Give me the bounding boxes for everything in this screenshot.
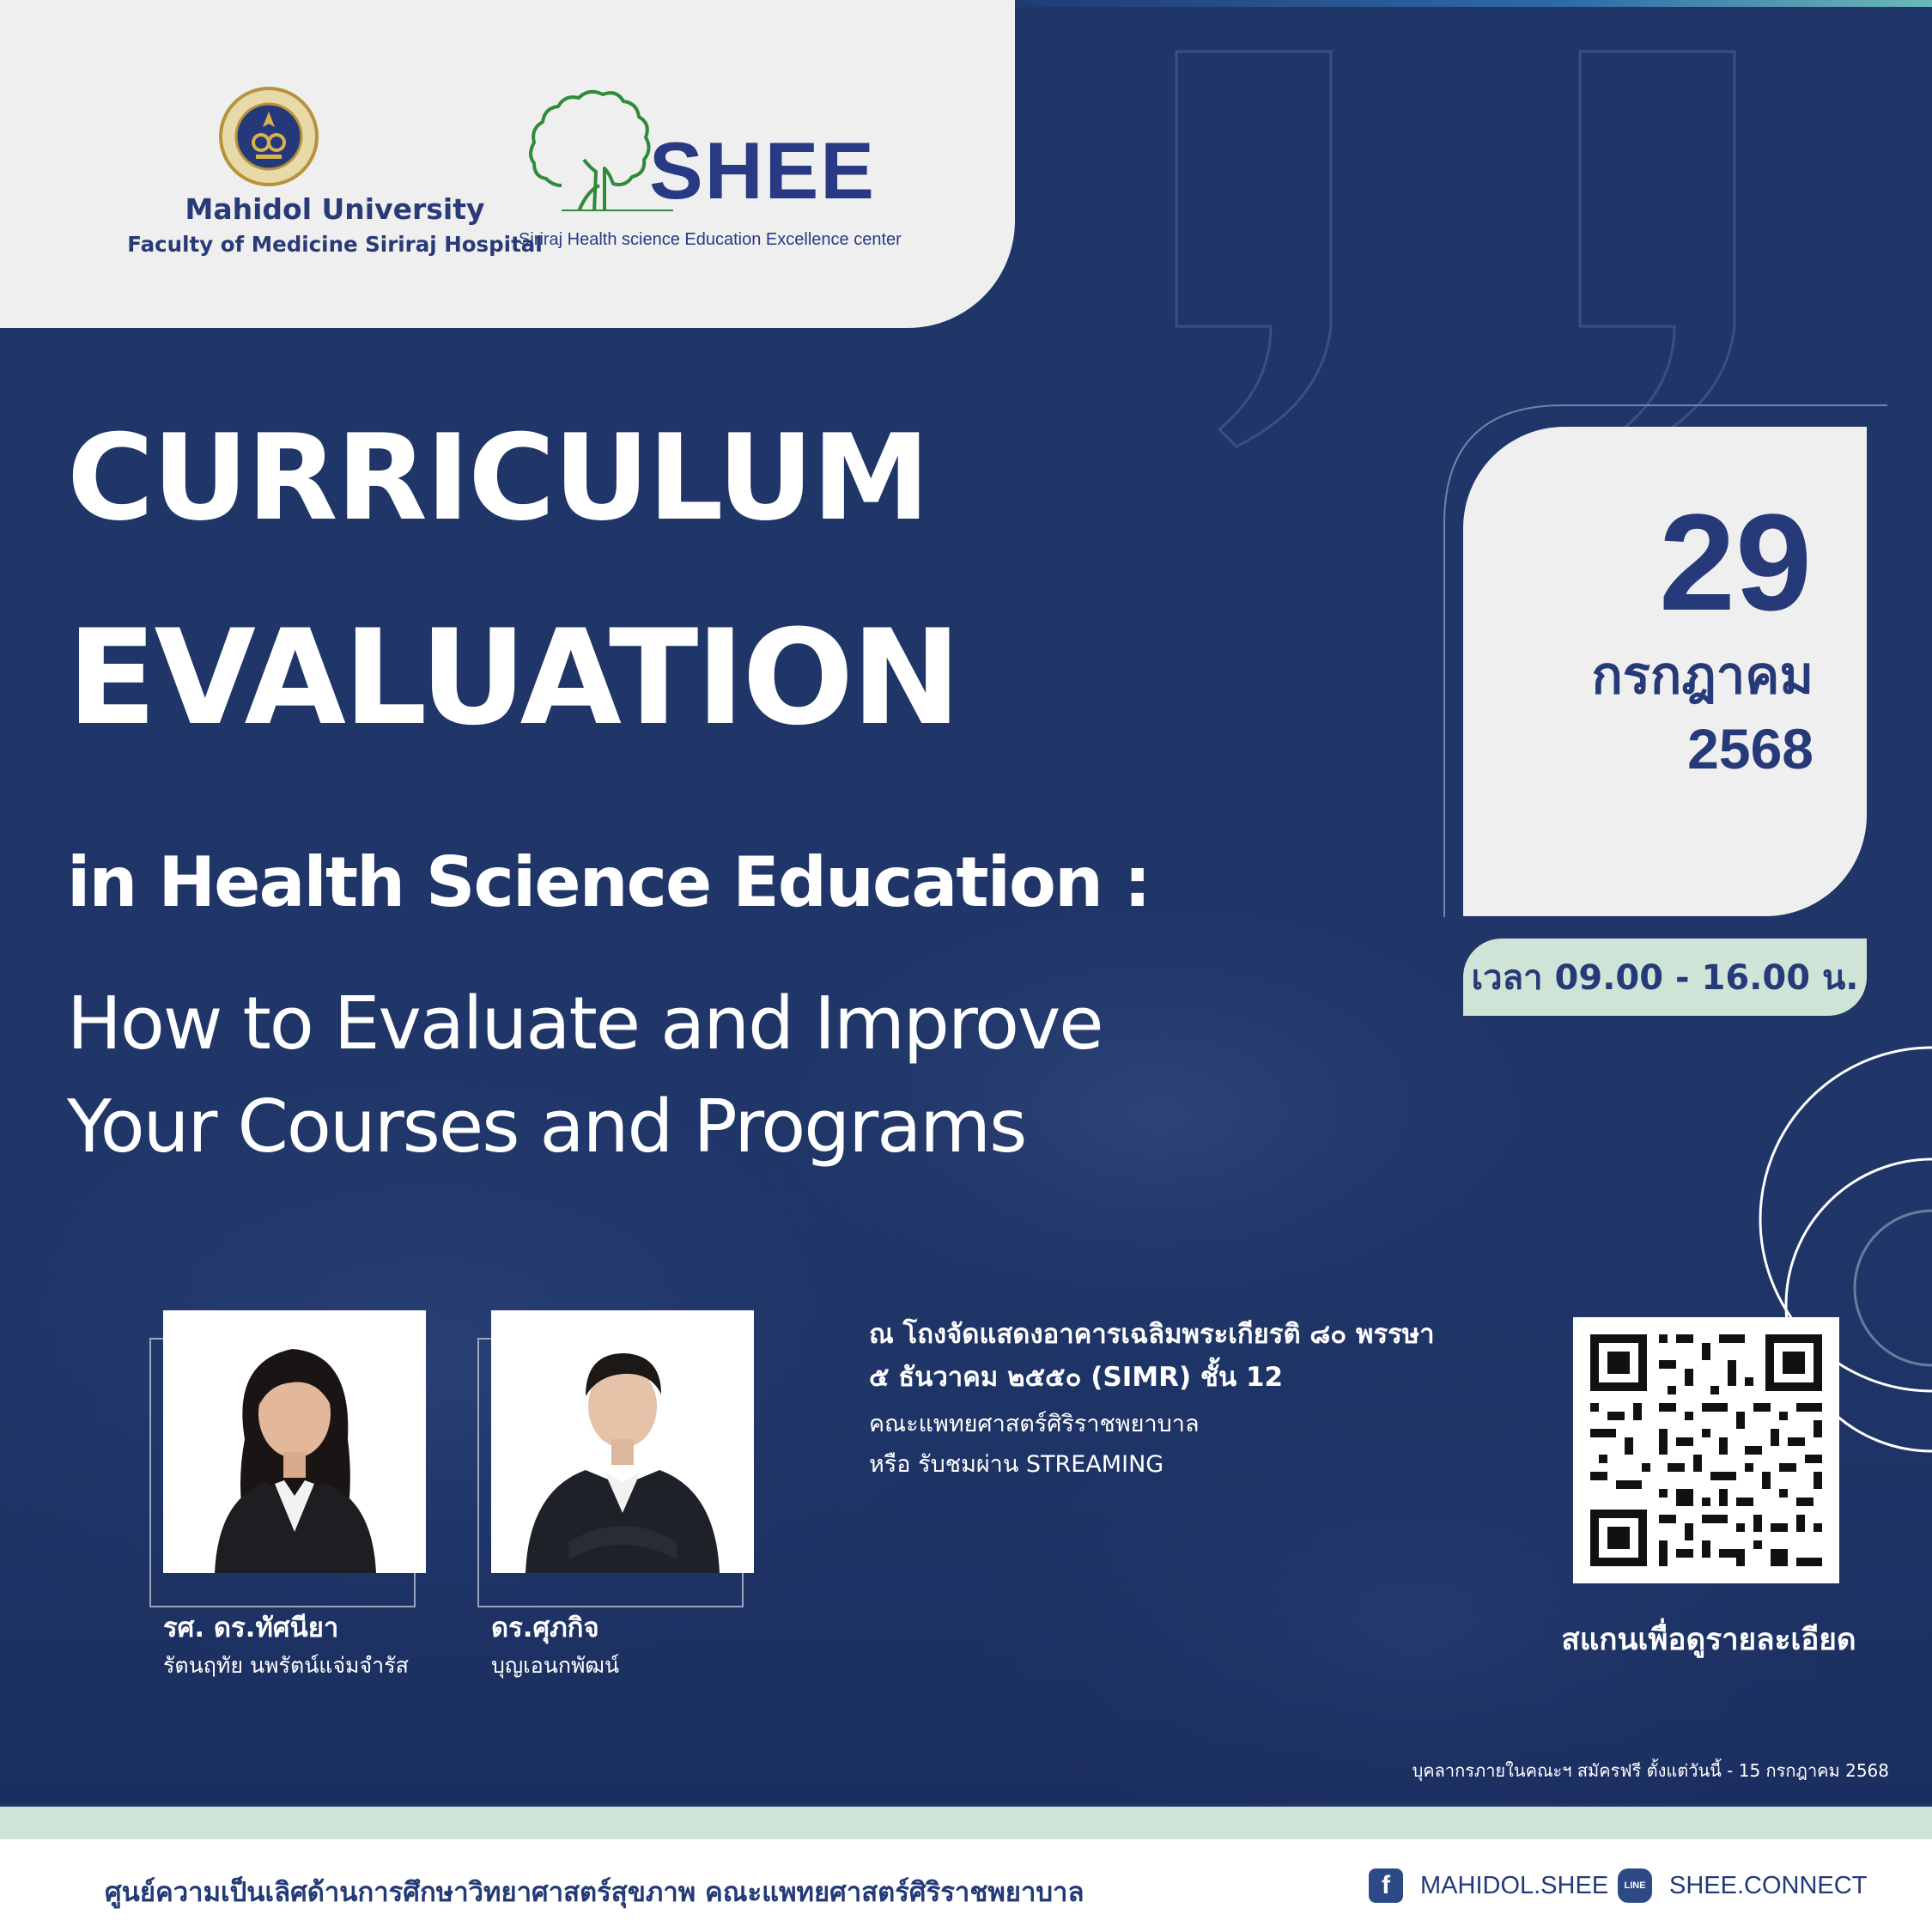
date-day: 29 bbox=[1659, 485, 1812, 639]
shee-logo-text: SHEE bbox=[649, 125, 876, 216]
line-icon[interactable]: LINE bbox=[1618, 1868, 1652, 1903]
venue-line-2: ๕ ธันวาคม ๒๕๕๐ (SIMR) ชั้น 12 bbox=[869, 1362, 1284, 1393]
title-line-2: EVALUATION bbox=[67, 602, 959, 755]
speaker-1-name: รศ. ดร.ทัศนียา bbox=[163, 1613, 339, 1643]
university-name: Mahidol University bbox=[185, 192, 485, 226]
subtitle-line-1: How to Evaluate and Improve bbox=[67, 981, 1103, 1066]
speaker-2-surname: บุญเอนกพัฒน์ bbox=[491, 1653, 620, 1678]
facebook-icon[interactable]: f bbox=[1369, 1868, 1403, 1903]
registration-note: บุคลากรภายในคณะฯ สมัครฟรี ตั้งแต่วันนี้ - 15 กรกฎาคม 2568 bbox=[1412, 1760, 1889, 1781]
title-line-3: in Health Science Education : bbox=[67, 842, 1150, 922]
speaker-photo-1 bbox=[163, 1310, 426, 1573]
venue-line-4: หรือ รับชมผ่าน STREAMING bbox=[869, 1451, 1164, 1478]
speaker-2-portrait bbox=[491, 1310, 754, 1573]
speaker-photo-2 bbox=[491, 1310, 754, 1573]
speaker-2-name: ดร.ศุภกิจ bbox=[491, 1613, 599, 1643]
faculty-name: Faculty of Medicine Siriraj Hospital bbox=[127, 232, 543, 257]
date-card bbox=[1463, 427, 1867, 916]
footer-accent-band bbox=[0, 1807, 1932, 1839]
mahidol-seal-icon bbox=[218, 86, 319, 187]
qr-label: สแกนเพื่อดูรายละเอียด bbox=[1561, 1623, 1856, 1657]
date-year: 2568 bbox=[1687, 717, 1814, 781]
title-line-1: CURRICULUM bbox=[67, 409, 928, 547]
speaker-1-surname: รัตนฤทัย นพรัตน์แจ่มจำรัส bbox=[163, 1653, 409, 1678]
venue-line-1: ณ โถงจัดแสดงอาคารเฉลิมพระเกียรติ ๘๐ พรรษา bbox=[869, 1319, 1435, 1350]
qr-code-icon bbox=[1573, 1317, 1839, 1583]
top-accent-stripe bbox=[1015, 0, 1932, 7]
facebook-handle[interactable]: MAHIDOL.SHEE bbox=[1420, 1872, 1609, 1899]
speaker-1-portrait bbox=[163, 1310, 426, 1573]
line-handle[interactable]: SHEE.CONNECT bbox=[1669, 1872, 1868, 1899]
shee-full-name: Siriraj Health science Education Excellence center bbox=[519, 230, 902, 249]
event-time: เวลา 09.00 - 16.00 น. bbox=[1463, 939, 1867, 1016]
footer-center-name: ศูนย์ความเป็นเลิศด้านการศึกษาวิทยาศาสตร์สุขภาพ คณะแพทยศาสตร์ศิริราชพยาบาล bbox=[105, 1877, 1084, 1908]
date-month: กรกฎาคม bbox=[1591, 646, 1814, 706]
footer-bar bbox=[0, 1839, 1932, 1932]
subtitle-line-2: Your Courses and Programs bbox=[67, 1084, 1026, 1170]
qr-code[interactable] bbox=[1573, 1317, 1839, 1583]
venue-line-3: คณะแพทยศาสตร์ศิริราชพยาบาล bbox=[869, 1411, 1200, 1437]
